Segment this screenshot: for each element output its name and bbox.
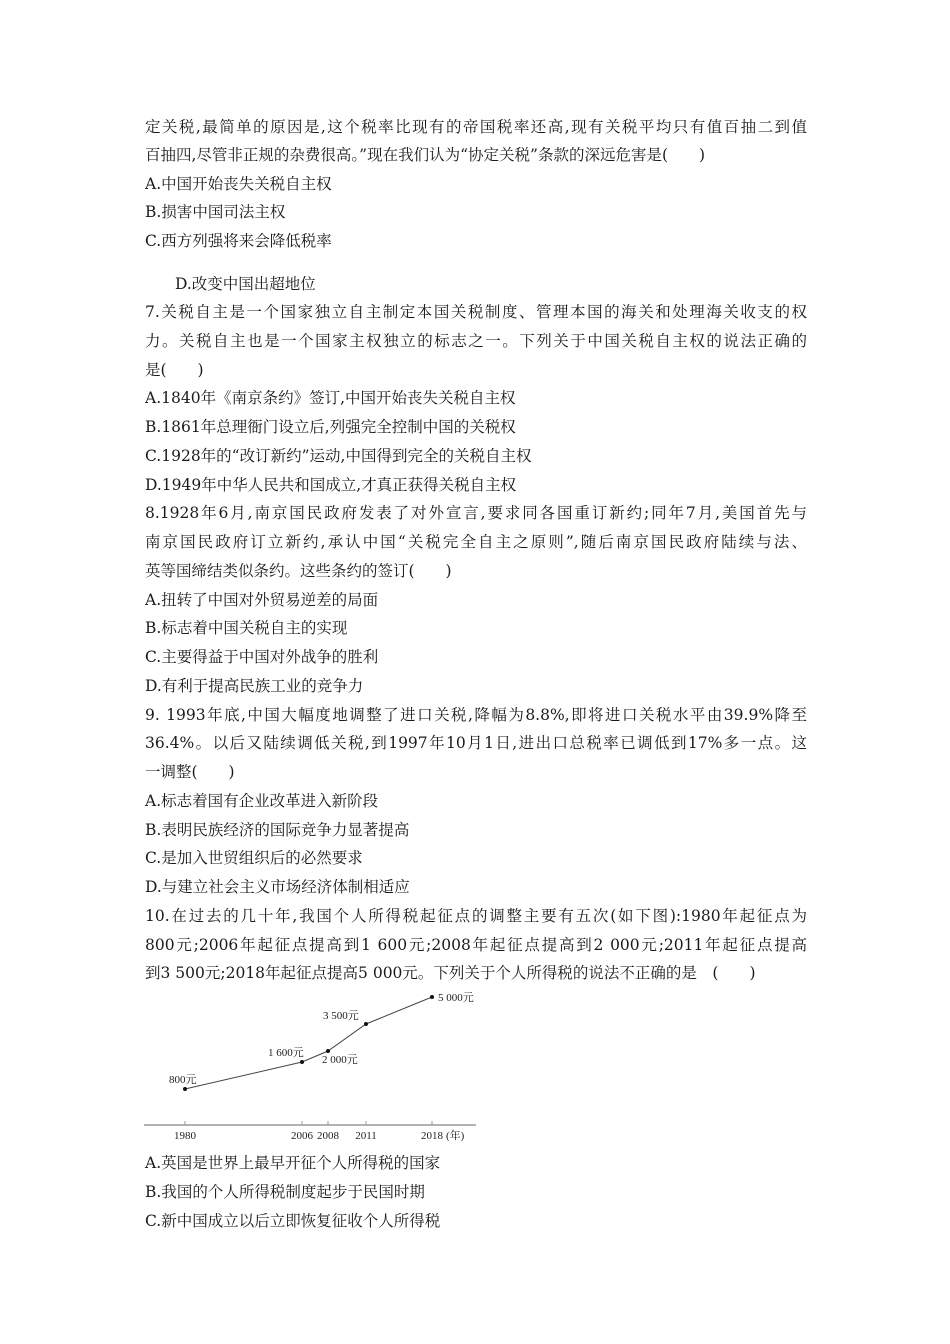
tax-threshold-line-chart — [140, 980, 480, 1150]
data-label: 2 000元 — [322, 1054, 358, 1066]
question-stem-line: 10.在过去的几十年,我国个人所得税起征点的调整主要有五次(如下图):1980年起征点为 — [145, 906, 807, 925]
question-stem-line: 7.关税自主是一个国家独立自主制定本国关税制度、管理本国的海关和处理海关收支的权 — [145, 303, 807, 321]
answer-option: D.有利于提高民族工业的竞争力 — [145, 676, 364, 695]
question-stem-line: 800元;2006年起征点提高到1 600元;2008年起征点提高到2 000元;2011年起征点提高 — [145, 935, 807, 954]
question-stem-line: 定关税,最简单的原因是,这个税率比现有的帝国税率还高,现有关税平均只有值百抽二到值 — [145, 118, 807, 136]
answer-option: B.我国的个人所得税制度起步于民国时期 — [145, 1182, 425, 1201]
x-tick-label: 1980 — [174, 1130, 196, 1142]
question-stem-line: 力。关税自主也是一个国家主权独立的标志之一。下列关于中国关税自主权的说法正确的 — [145, 331, 807, 350]
answer-option: A.标志着国有企业改革进入新阶段 — [145, 791, 379, 810]
answer-option: A.1840年《南京条约》签订,中国开始丧失关税自主权 — [145, 389, 516, 408]
answer-option: B.损害中国司法主权 — [145, 203, 286, 221]
data-label: 1 600元 — [268, 1047, 304, 1059]
answer-option: C.1928年的“改订新约”运动,中国得到完全的关税自主权 — [145, 446, 532, 465]
question-stem-line: 英等国缔结类似条约。这些条约的签订( ) — [145, 561, 452, 580]
question-stem-line: 8.1928年6月,南京国民政府发表了对外宣言,要求同各国重订新约;同年7月,美国首先与 — [145, 504, 807, 523]
answer-option: D.1949年中华人民共和国成立,才真正获得关税自主权 — [145, 475, 517, 494]
answer-option: B.标志着中国关税自主的实现 — [145, 619, 348, 638]
question-stem-line: 36.4%。以后又陆续调低关税,到1997年10月1日,进出口总税率已调低到17%多一点。这 — [145, 734, 807, 753]
x-tick-label: 2018 — [421, 1130, 443, 1142]
answer-option: C.新中国成立以后立即恢复征收个人所得税 — [145, 1211, 441, 1230]
answer-option: D.改变中国出超地位 — [175, 275, 316, 293]
question-stem-line: 一调整( ) — [145, 763, 235, 781]
answer-option: D.与建立社会主义市场经济体制相适应 — [145, 878, 410, 896]
x-axis-label: (年) — [446, 1130, 465, 1142]
question-stem-line: 9. 1993年底,中国大幅度地调整了进口关税,降幅为8.8%,即将进口关税水平由39.9%降至 — [145, 705, 807, 724]
data-point — [326, 1049, 330, 1053]
question-stem-line: 是( ) — [145, 360, 204, 379]
question-stem-line: 百抽四,尽管非正规的杂费很高。”现在我们认为“协定关税”条款的深远危害是( ) — [145, 146, 706, 164]
data-point — [300, 1060, 304, 1064]
x-tick-label: 2006 — [291, 1130, 313, 1142]
answer-option: A.英国是世界上最早开征个人所得税的国家 — [145, 1154, 441, 1172]
x-tick-label: 2008 — [317, 1130, 339, 1142]
answer-option: C.主要得益于中国对外战争的胜利 — [145, 648, 379, 666]
answer-option: C.是加入世贸组织后的必然要求 — [145, 849, 363, 868]
answer-option: C.西方列强将来会降低税率 — [145, 232, 332, 250]
data-label: 800元 — [169, 1074, 197, 1086]
answer-option: A.中国开始丧失关税自主权 — [145, 175, 332, 193]
data-label: 3 500元 — [323, 1010, 359, 1022]
answer-option: A.扭转了中国对外贸易逆差的局面 — [145, 590, 379, 609]
data-point — [364, 1022, 368, 1026]
question-stem-line: 到3 500元;2018年起征点提高5 000元。下列关于个人所得税的说法不正确的是 ( ) — [145, 964, 756, 983]
question-stem-line: 南京国民政府订立新约,承认中国“关税完全自主之原则”,随后南京国民政府陆续与法、 — [145, 533, 807, 551]
data-point — [430, 995, 434, 999]
data-label: 5 000元 — [438, 992, 474, 1004]
data-point — [183, 1087, 187, 1091]
series-line — [185, 997, 432, 1089]
answer-option: B.表明民族经济的国际竞争力显著提高 — [145, 820, 410, 839]
x-tick-label: 2011 — [355, 1130, 377, 1142]
answer-option: B.1861年总理衙门设立后,列强完全控制中国的关税权 — [145, 418, 516, 436]
